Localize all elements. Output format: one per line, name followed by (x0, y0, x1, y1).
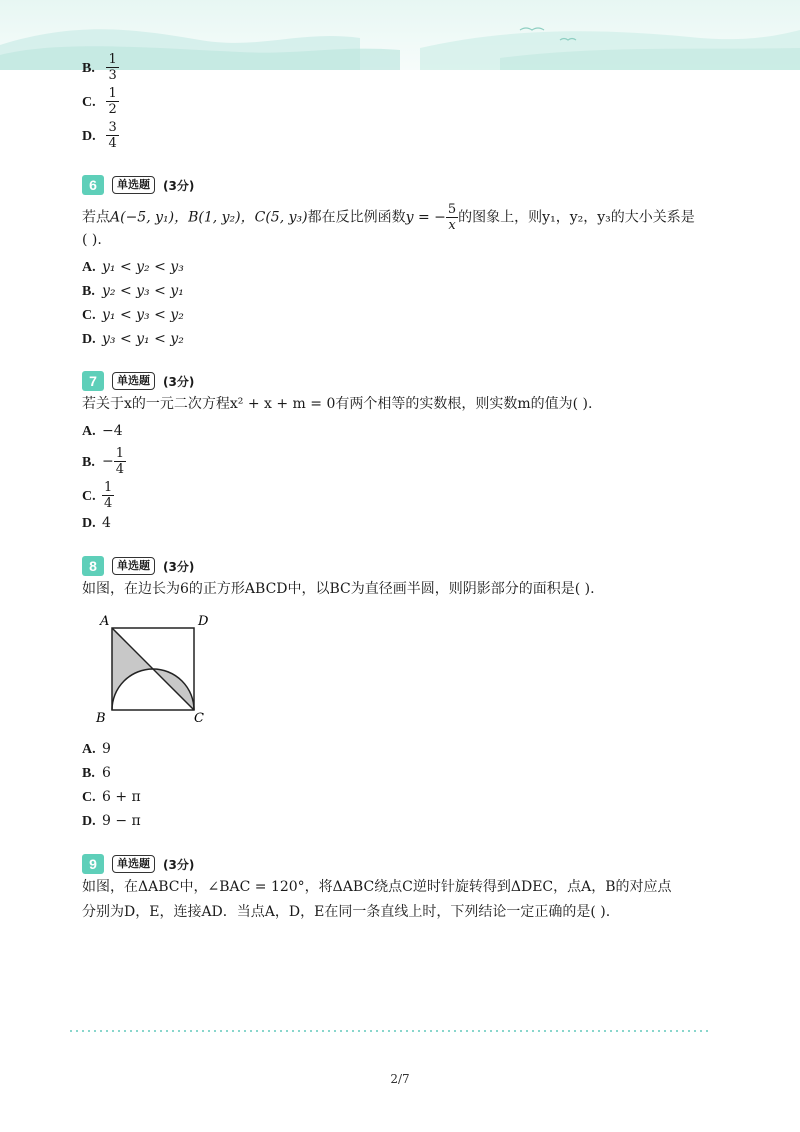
q7-option-a[interactable]: A. −4 (82, 423, 123, 439)
question-number: 8 (82, 556, 104, 576)
square-semicircle-figure (92, 610, 222, 730)
question-9-stem-line2: 分别为D，E，连接AD．当点A，D，E在同一条直线上时，下列结论一定正确的是( ). (82, 904, 611, 920)
question-score: (3分) (163, 857, 195, 872)
question-9-header (82, 854, 194, 874)
q5-option-c[interactable]: C. $\frac{1}{2}$ (82, 86, 117, 117)
footer-divider (68, 1030, 712, 1032)
fraction: $\frac{1}{2}$ (108, 86, 117, 117)
vertex-label-b: B (96, 711, 106, 726)
question-7-stem: 若关于x的一元二次方程x² + x + m = 0有两个相等的实数根，则实数m的值为( ). (82, 396, 593, 412)
question-score: (3分) (163, 559, 195, 574)
question-score: (3分) (163, 178, 195, 193)
q8-option-c[interactable]: C. 6 + π (82, 789, 141, 805)
fraction: $\frac{5}{x}$ (447, 202, 457, 233)
q8-option-d[interactable]: D. 9 − π (82, 813, 141, 829)
q7-option-d[interactable]: D. 4 (82, 515, 111, 531)
question-6-stem-line2: ( ). (82, 232, 102, 248)
question-9-stem: 如图，在ΔABC中，∠BAC = 120°，将ΔABC绕点C逆时针旋转得到ΔDEC，点A，B的对应点 (82, 879, 672, 895)
question-8-header (82, 556, 194, 576)
fraction: $\frac{1}{4}$ (104, 480, 113, 511)
q8-option-a[interactable]: A. 9 (82, 741, 111, 757)
vertex-label-a: A (100, 614, 110, 629)
question-8-stem: 如图，在边长为6的正方形ABCD中，以BC为直径画半圆，则阴影部分的面积是( ). (82, 581, 595, 597)
q6-option-d[interactable]: D. y₃ < y₁ < y₂ (82, 331, 184, 347)
question-6-header (82, 175, 194, 195)
q6-option-a[interactable]: A. y₁ < y₂ < y₃ (82, 259, 184, 275)
question-6-stem: 若点A(−5, y₁)，B(1, y₂)，C(5, y₃)都在反比例函数y = − $\frac{5}{x}$ 的图象上，则y₁，y₂，y₃的大小关系是 (82, 202, 695, 233)
q5-option-d[interactable]: D. $\frac{3}{4}$ (82, 120, 117, 151)
q8-option-b[interactable]: B. 6 (82, 765, 111, 781)
q5-option-b[interactable]: B. $\frac{1}{3}$ (82, 52, 117, 83)
question-number: 9 (82, 854, 104, 874)
question-type-badge: 单选题 (112, 176, 155, 194)
question-type-badge: 单选题 (112, 855, 155, 873)
q7-option-c[interactable]: C. $\frac{1}{4}$ (82, 480, 113, 511)
question-number: 7 (82, 371, 104, 391)
q6-option-c[interactable]: C. y₁ < y₃ < y₂ (82, 307, 184, 323)
question-score: (3分) (163, 374, 195, 389)
fraction: $\frac{3}{4}$ (108, 120, 117, 151)
question-7-header (82, 371, 194, 391)
page-number: 2/7 (390, 1072, 410, 1086)
q7-option-b[interactable]: B. − $\frac{1}{4}$ (82, 446, 125, 477)
q6-option-b[interactable]: B. y₂ < y₃ < y₁ (82, 283, 184, 299)
vertex-label-d: D (198, 614, 209, 629)
fraction: $\frac{1}{4}$ (115, 446, 125, 477)
question-type-badge: 单选题 (112, 557, 155, 575)
question-number: 6 (82, 175, 104, 195)
fraction: $\frac{1}{3}$ (108, 52, 117, 83)
question-type-badge: 单选题 (112, 372, 155, 390)
vertex-label-c: C (194, 711, 204, 726)
